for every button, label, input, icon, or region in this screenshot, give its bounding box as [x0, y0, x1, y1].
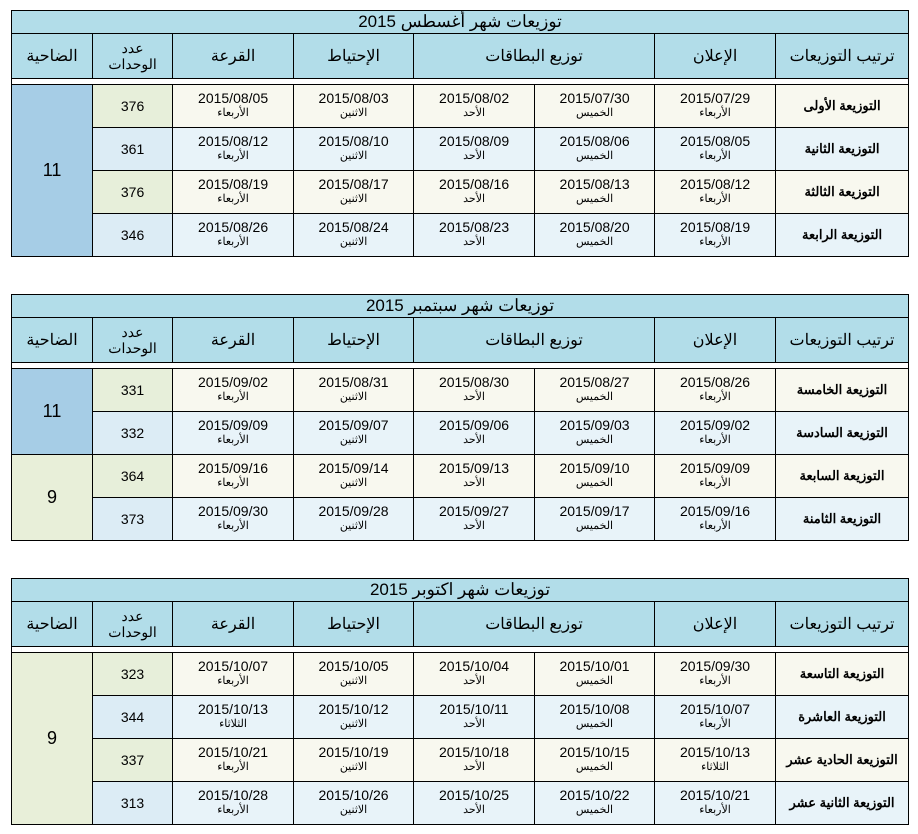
header-reserve: الإحتياط — [294, 34, 414, 79]
reserve-date: 2015/09/28 الاثنين — [294, 498, 414, 541]
card-date-1: 2015/10/22 الخميس — [535, 782, 655, 825]
card-date-1: 2015/08/13 الخميس — [535, 171, 655, 214]
units-count: 376 — [93, 171, 173, 214]
announce-date: 2015/10/13 الثلاثاء — [655, 739, 776, 782]
sacrifice-value: 9 — [12, 455, 93, 541]
header-sacrifice: الضاحية — [12, 602, 93, 647]
card-date-1: 2015/10/01 الخميس — [535, 653, 655, 696]
header-units: عدد الوحدات — [93, 34, 173, 79]
card-date-1: 2015/09/03 الخميس — [535, 412, 655, 455]
lottery-date: 2015/09/16 الأربعاء — [173, 455, 294, 498]
announce-date: 2015/10/07 الأربعاء — [655, 696, 776, 739]
announce-date: 2015/10/21 الأربعاء — [655, 782, 776, 825]
table-row — [12, 171, 909, 214]
announce-date: 2015/08/26 الأربعاء — [655, 369, 776, 412]
announce-date: 2015/08/19 الأربعاء — [655, 214, 776, 257]
reserve-date: 2015/08/31 الاثنين — [294, 369, 414, 412]
table-row — [12, 653, 909, 696]
table-title: توزيعات شهر سبتمبر 2015 — [12, 295, 909, 318]
lottery-date: 2015/09/09 الأربعاء — [173, 412, 294, 455]
card-date-1: 2015/08/20 الخميس — [535, 214, 655, 257]
card-date-2: 2015/10/11 الأحد — [414, 696, 535, 739]
card-date-1: 2015/10/08 الخميس — [535, 696, 655, 739]
distribution-name: التوزيعة الخامسة — [776, 369, 909, 412]
card-date-1: 2015/08/27 الخميس — [535, 369, 655, 412]
distribution-name: التوزيعة الثالثة — [776, 171, 909, 214]
announce-date: 2015/09/02 الأربعاء — [655, 412, 776, 455]
header-sacrifice: الضاحية — [12, 318, 93, 363]
lottery-date: 2015/10/28 الأربعاء — [173, 782, 294, 825]
units-count: 346 — [93, 214, 173, 257]
header-order: ترتيب التوزيعات — [776, 602, 909, 647]
distribution-name: التوزيعة الثانية عشر — [776, 782, 909, 825]
table-row — [12, 128, 909, 171]
table-row — [12, 369, 909, 412]
card-date-2: 2015/08/30 الأحد — [414, 369, 535, 412]
table-row — [12, 696, 909, 739]
card-date-1: 2015/07/30 الخميس — [535, 85, 655, 128]
schedule-table-october — [11, 578, 909, 825]
table-title: توزيعات شهر أغسطس 2015 — [12, 11, 909, 34]
header-cards: توزيع البطاقات — [414, 318, 655, 363]
card-date-1: 2015/09/10 الخميس — [535, 455, 655, 498]
lottery-date: 2015/08/19 الأربعاء — [173, 171, 294, 214]
card-date-2: 2015/09/06 الأحد — [414, 412, 535, 455]
reserve-date: 2015/10/26 الاثنين — [294, 782, 414, 825]
reserve-date: 2015/10/05 الاثنين — [294, 653, 414, 696]
card-date-2: 2015/10/18 الأحد — [414, 739, 535, 782]
reserve-date: 2015/09/07 الاثنين — [294, 412, 414, 455]
announce-date: 2015/08/05 الأربعاء — [655, 128, 776, 171]
header-announce: الإعلان — [655, 602, 776, 647]
reserve-date: 2015/08/24 الاثنين — [294, 214, 414, 257]
header-lottery: القرعة — [173, 318, 294, 363]
table-row — [12, 455, 909, 498]
table-row — [12, 782, 909, 825]
lottery-date: 2015/10/07 الأربعاء — [173, 653, 294, 696]
schedule-table-september — [11, 294, 909, 541]
units-count: 323 — [93, 653, 173, 696]
card-date-1: 2015/10/15 الخميس — [535, 739, 655, 782]
card-date-2: 2015/08/02 الأحد — [414, 85, 535, 128]
distribution-name: التوزيعة التاسعة — [776, 653, 909, 696]
header-announce: الإعلان — [655, 34, 776, 79]
lottery-date: 2015/08/05 الأربعاء — [173, 85, 294, 128]
units-count: 313 — [93, 782, 173, 825]
card-date-2: 2015/09/13 الأحد — [414, 455, 535, 498]
units-count: 376 — [93, 85, 173, 128]
distribution-name: التوزيعة الثامنة — [776, 498, 909, 541]
table-row — [12, 739, 909, 782]
reserve-date: 2015/08/17 الاثنين — [294, 171, 414, 214]
units-count: 361 — [93, 128, 173, 171]
units-count: 364 — [93, 455, 173, 498]
header-order: ترتيب التوزيعات — [776, 34, 909, 79]
reserve-date: 2015/09/14 الاثنين — [294, 455, 414, 498]
header-order: ترتيب التوزيعات — [776, 318, 909, 363]
reserve-date: 2015/10/19 الاثنين — [294, 739, 414, 782]
lottery-date: 2015/09/30 الأربعاء — [173, 498, 294, 541]
units-count: 373 — [93, 498, 173, 541]
units-count: 332 — [93, 412, 173, 455]
reserve-date: 2015/08/03 الاثنين — [294, 85, 414, 128]
table-row — [12, 412, 909, 455]
table-row — [12, 498, 909, 541]
table-row — [12, 214, 909, 257]
header-reserve: الإحتياط — [294, 602, 414, 647]
header-reserve: الإحتياط — [294, 318, 414, 363]
distribution-name: التوزيعة الرابعة — [776, 214, 909, 257]
reserve-date: 2015/10/12 الاثنين — [294, 696, 414, 739]
sacrifice-value: 11 — [12, 369, 93, 455]
distribution-name: التوزيعة السادسة — [776, 412, 909, 455]
lottery-date: 2015/10/21 الأربعاء — [173, 739, 294, 782]
lottery-date: 2015/08/26 الأربعاء — [173, 214, 294, 257]
header-cards: توزيع البطاقات — [414, 34, 655, 79]
distribution-name: التوزيعة الثانية — [776, 128, 909, 171]
card-date-2: 2015/08/09 الأحد — [414, 128, 535, 171]
header-sacrifice: الضاحية — [12, 34, 93, 79]
lottery-date: 2015/08/12 الأربعاء — [173, 128, 294, 171]
header-units: عدد الوحدات — [93, 318, 173, 363]
lottery-date: 2015/09/02 الأربعاء — [173, 369, 294, 412]
reserve-date: 2015/08/10 الاثنين — [294, 128, 414, 171]
table-title: توزيعات شهر اكتوبر 2015 — [12, 579, 909, 602]
card-date-2: 2015/10/04 الأحد — [414, 653, 535, 696]
units-count: 344 — [93, 696, 173, 739]
units-count: 331 — [93, 369, 173, 412]
announce-date: 2015/09/16 الأربعاء — [655, 498, 776, 541]
units-count: 337 — [93, 739, 173, 782]
card-date-1: 2015/09/17 الخميس — [535, 498, 655, 541]
card-date-2: 2015/08/23 الأحد — [414, 214, 535, 257]
card-date-1: 2015/08/06 الخميس — [535, 128, 655, 171]
card-date-2: 2015/10/25 الأحد — [414, 782, 535, 825]
announce-date: 2015/07/29 الأربعاء — [655, 85, 776, 128]
card-date-2: 2015/09/27 الأحد — [414, 498, 535, 541]
announce-date: 2015/09/30 الأربعاء — [655, 653, 776, 696]
table-row — [12, 85, 909, 128]
distribution-name: التوزيعة العاشرة — [776, 696, 909, 739]
header-announce: الإعلان — [655, 318, 776, 363]
card-date-2: 2015/08/16 الأحد — [414, 171, 535, 214]
sacrifice-value: 9 — [12, 653, 93, 825]
distribution-name: التوزيعة الحادية عشر — [776, 739, 909, 782]
lottery-date: 2015/10/13 الثلاثاء — [173, 696, 294, 739]
header-units: عدد الوحدات — [93, 602, 173, 647]
schedule-table-august — [11, 10, 909, 257]
header-lottery: القرعة — [173, 602, 294, 647]
header-lottery: القرعة — [173, 34, 294, 79]
announce-date: 2015/08/12 الأربعاء — [655, 171, 776, 214]
sacrifice-value: 11 — [12, 85, 93, 257]
distribution-name: التوزيعة السابعة — [776, 455, 909, 498]
distribution-name: التوزيعة الأولى — [776, 85, 909, 128]
header-cards: توزيع البطاقات — [414, 602, 655, 647]
announce-date: 2015/09/09 الأربعاء — [655, 455, 776, 498]
